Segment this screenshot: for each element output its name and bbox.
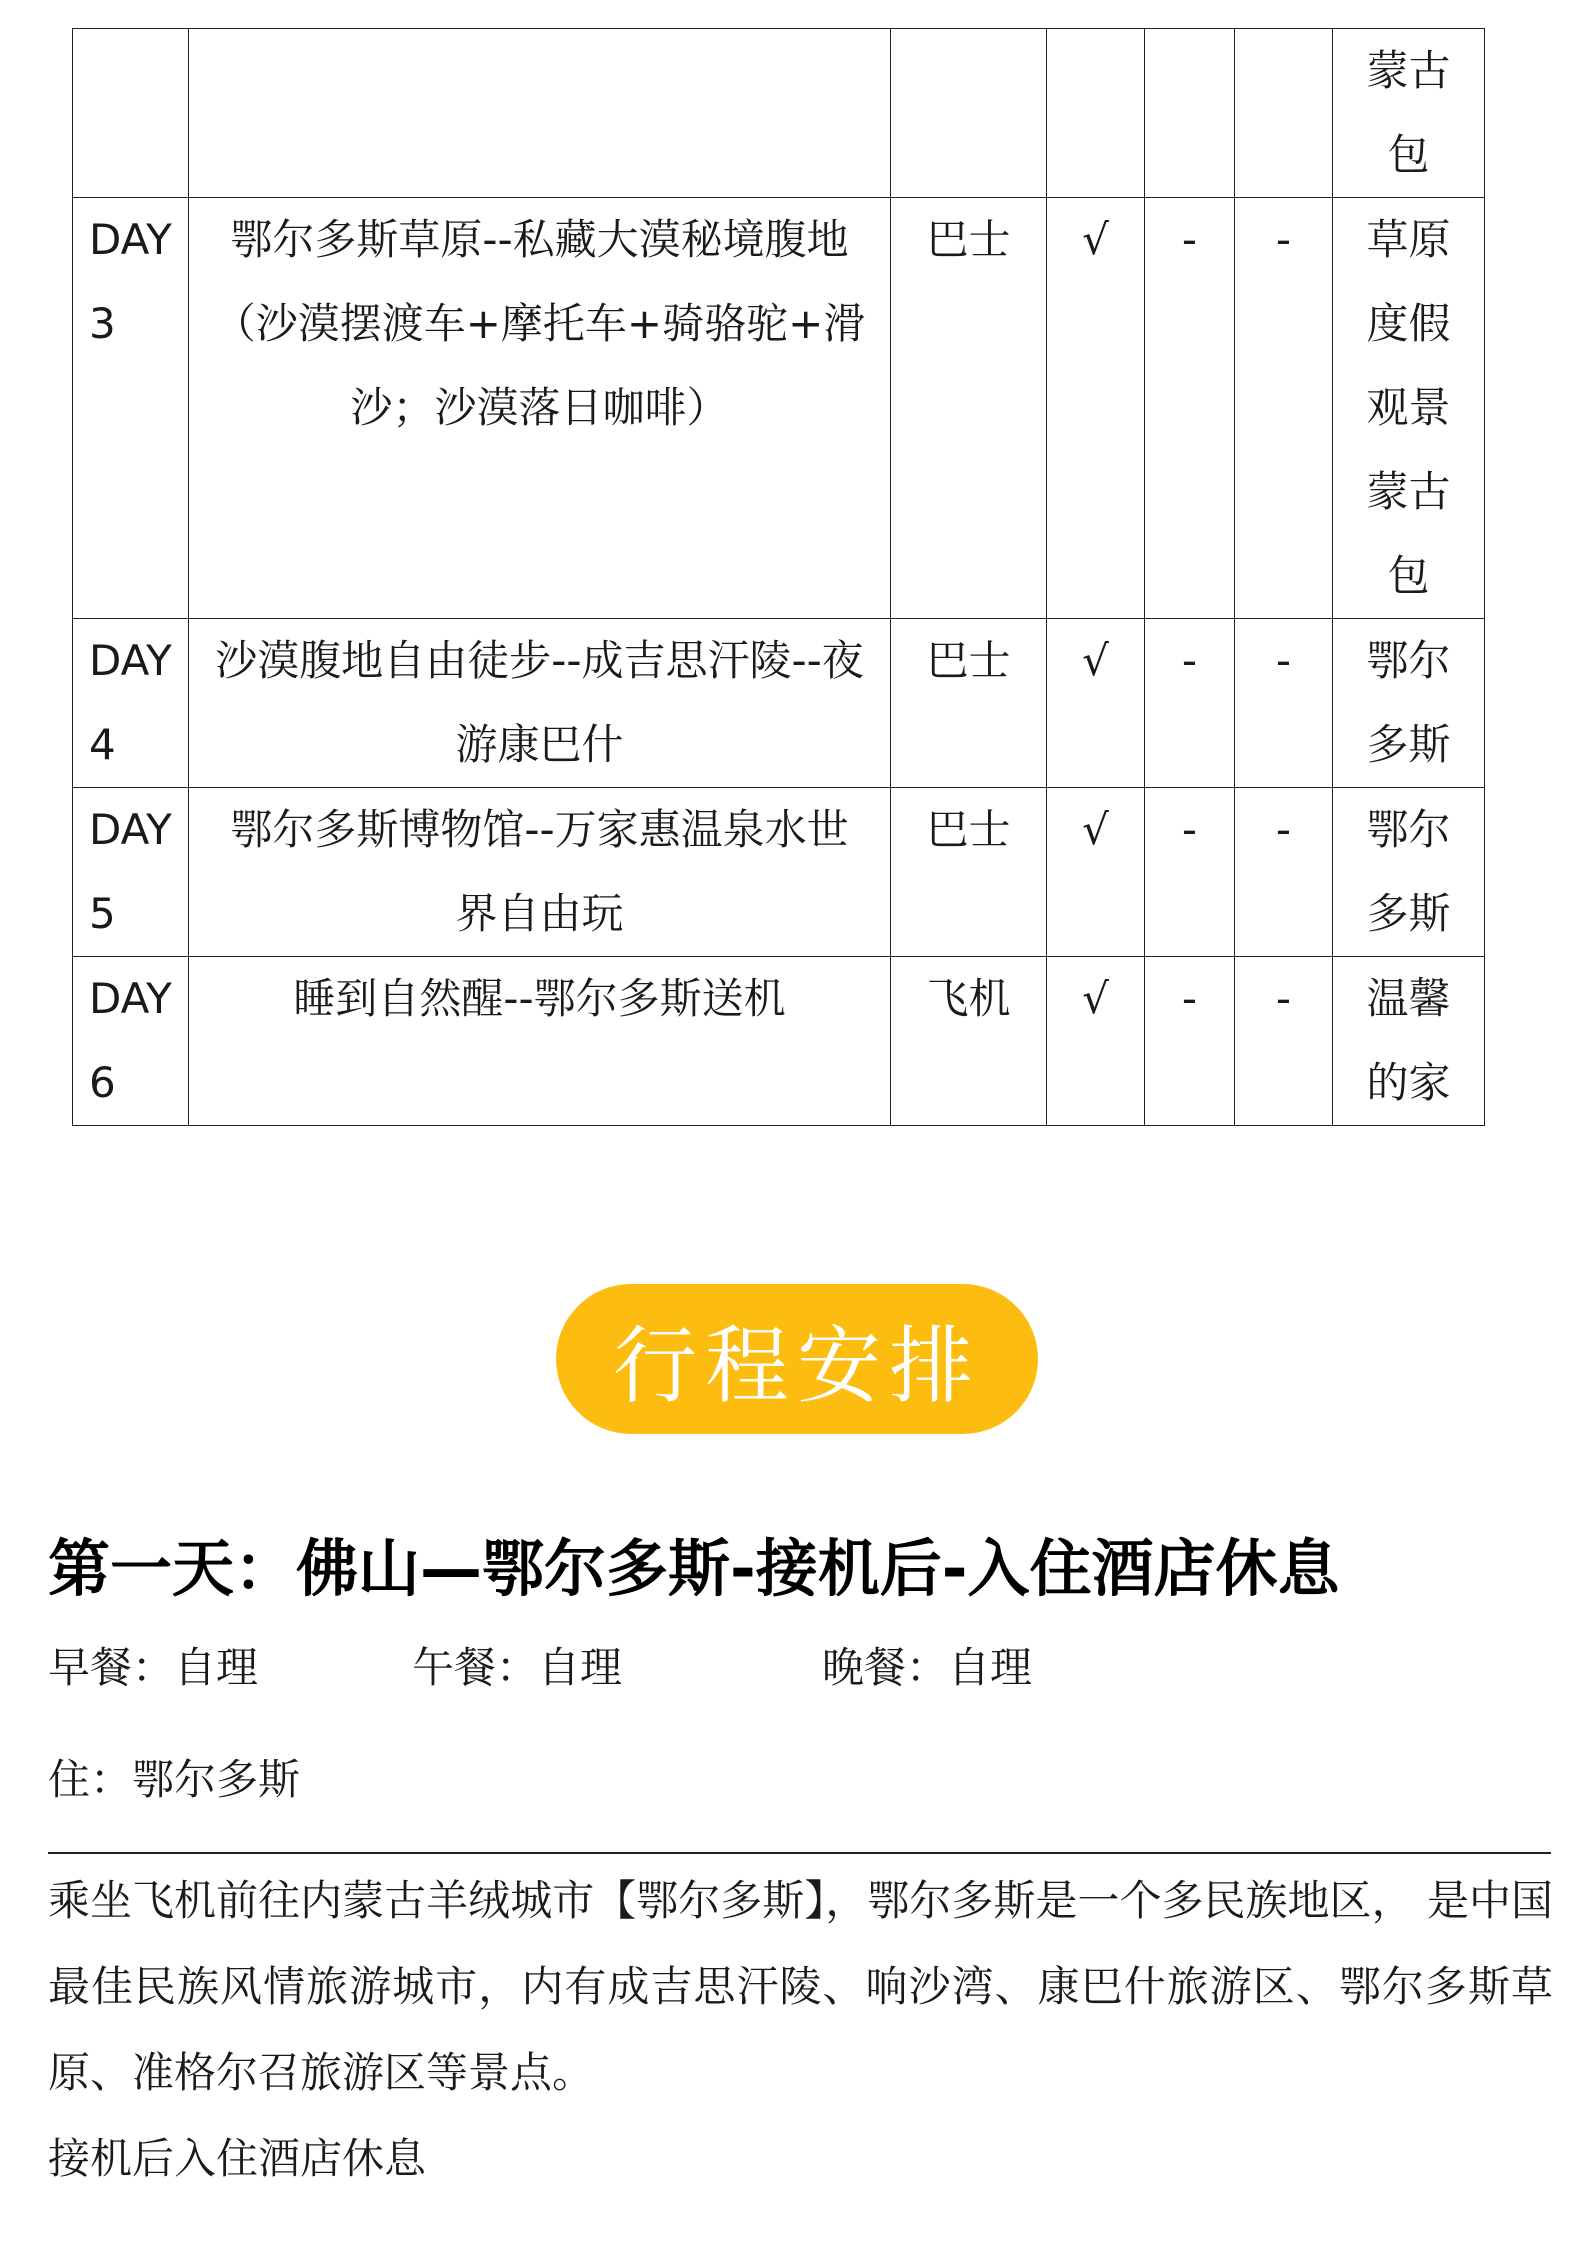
stay-cell: 温馨的家	[1333, 957, 1485, 1126]
description-note: 接机后入住酒店休息	[48, 2134, 427, 2183]
transport-cell: 飞机	[891, 957, 1047, 1126]
breakfast-cell: √	[1047, 957, 1145, 1126]
route-cell: 沙漠腹地自由徒步--成吉思汗陵--夜游康巴什	[189, 619, 891, 788]
route-cell: 鄂尔多斯博物馆--万家惠温泉水世界自由玩	[189, 788, 891, 957]
day-cell	[73, 29, 189, 198]
lunch-info: 午餐：自理	[412, 1643, 623, 1692]
stay-cell: 草原度假观景蒙古包	[1333, 198, 1485, 619]
day-cell: DAY6	[73, 957, 189, 1126]
stay-cell: 鄂尔多斯	[1333, 788, 1485, 957]
divider	[48, 1852, 1551, 1854]
table-row	[73, 619, 1485, 788]
description-paragraph: 乘坐飞机前往内蒙古羊绒城市【鄂尔多斯】，鄂尔多斯是一个多民族地区， 是中国最佳民族风情旅游城市，内有成吉思汗陵、响沙湾、康巴什旅游区、鄂尔多斯草原、准格尔召旅游区等景点。	[48, 1876, 1553, 2097]
breakfast-cell: √	[1047, 619, 1145, 788]
route-cell: 鄂尔多斯草原--私藏大漠秘境腹地（沙漠摆渡车+摩托车+骑骆驼+滑沙；沙漠落日咖啡）	[189, 198, 891, 619]
transport-cell: 巴士	[891, 788, 1047, 957]
breakfast-info: 早餐：自理	[48, 1643, 259, 1692]
transport-cell	[891, 29, 1047, 198]
day-cell: DAY5	[73, 788, 189, 957]
dinner-cell: -	[1235, 619, 1333, 788]
table-row	[73, 198, 1485, 619]
stay-cell: 蒙古包	[1333, 29, 1485, 198]
breakfast-cell: √	[1047, 788, 1145, 957]
dinner-info: 晚餐：自理	[822, 1643, 1033, 1692]
lunch-cell: -	[1145, 957, 1235, 1126]
transport-cell: 巴士	[891, 198, 1047, 619]
day-description	[48, 1858, 1553, 2202]
breakfast-cell: √	[1047, 198, 1145, 619]
day-cell: DAY3	[73, 198, 189, 619]
day-cell: DAY4	[73, 619, 189, 788]
route-cell: 睡到自然醒--鄂尔多斯送机	[189, 957, 891, 1126]
lunch-cell: -	[1145, 788, 1235, 957]
itinerary-table	[72, 28, 1485, 1126]
route-cell	[189, 29, 891, 198]
lunch-cell	[1145, 29, 1235, 198]
table-row	[73, 957, 1485, 1126]
dinner-cell: -	[1235, 788, 1333, 957]
transport-cell: 巴士	[891, 619, 1047, 788]
table-row	[73, 788, 1485, 957]
stay-info: 住：鄂尔多斯	[48, 1755, 301, 1804]
dinner-cell: -	[1235, 957, 1333, 1126]
section-badge: 行程安排	[556, 1284, 1038, 1434]
dinner-cell	[1235, 29, 1333, 198]
lunch-cell: -	[1145, 619, 1235, 788]
dinner-cell: -	[1235, 198, 1333, 619]
lunch-cell: -	[1145, 198, 1235, 619]
day-title: 第一天：佛山—鄂尔多斯-接机后-入住酒店休息	[48, 1532, 1340, 1605]
stay-cell: 鄂尔多斯	[1333, 619, 1485, 788]
breakfast-cell	[1047, 29, 1145, 198]
table-row	[73, 29, 1485, 198]
